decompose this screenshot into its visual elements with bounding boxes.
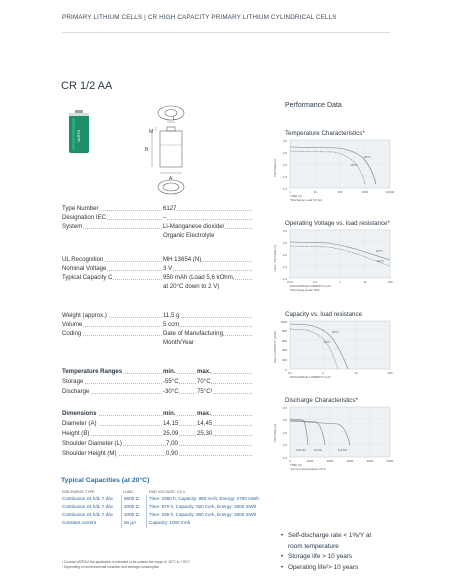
svg-text:CELL CAPACITY (mAh): CELL CAPACITY (mAh) (273, 331, 277, 363)
temperature-characteristics-chart (268, 138, 398, 202)
svg-text:5000: 5000 (386, 459, 394, 463)
svg-text:100: 100 (337, 190, 343, 194)
chart-title: Temperature Characteristics* (285, 130, 365, 137)
svg-text:VARTA: VARTA (76, 129, 81, 143)
svg-text:2,0: 2,0 (282, 443, 287, 447)
svg-text:0: 0 (289, 459, 291, 463)
svg-text:10000: 10000 (385, 190, 395, 194)
svg-text:DISCHARGE CURRENT (mA): DISCHARGE CURRENT (mA) (290, 375, 331, 379)
svg-text:1,0: 1,0 (282, 277, 287, 281)
product-title: CR 1/2 AA (61, 80, 113, 92)
typ-load: 5600 Ω (124, 496, 139, 501)
svg-text:2,5: 2,5 (282, 241, 287, 245)
typ-type: Continuous 24 h/d, 7 d/w (62, 512, 113, 517)
header-divider (62, 32, 390, 33)
chart-title: Operating Voltage vs. load resistance* (285, 220, 390, 227)
svg-text:1,5: 1,5 (282, 265, 287, 269)
svg-text:TIME (h): TIME (h) (290, 194, 302, 198)
svg-text:100: 100 (387, 280, 393, 284)
svg-text:VOLTAGE (V): VOLTAGE (V) (273, 423, 277, 443)
typ-load: 50 µA (124, 520, 137, 525)
typ-load: 1000 Ω (124, 512, 139, 517)
typ-result: Time: 670 h, Capacity: 920 mAh, Energy: 2600 mWh (149, 504, 257, 509)
col-discharge-type: DISCHARGE TYPE (62, 490, 95, 494)
svg-text:0,01: 0,01 (287, 280, 293, 284)
dim-row: Shoulder Height (M) 0,90 (62, 450, 252, 459)
svg-text:*at room temperature 23°C: *at room temperature 23°C (290, 467, 326, 471)
svg-text:*Discharge Load 5,6 kΩ: *Discharge Load 5,6 kΩ (290, 198, 322, 202)
col-end-voltage: END VOLTAGE: 2,0 V (149, 490, 186, 494)
spec-row: Nominal Voltage 3 V (62, 265, 252, 274)
typ-result: Time: 1860 h, Capacity: 950 mAh, Energy: 2700 mWh (149, 496, 259, 501)
typ-result: Time: 335 h, Capacity: 900 mAh, Energy: 2600 mWh (149, 512, 257, 517)
spec-row: Volume 5 ccm (62, 321, 252, 330)
spec-row: UL Recognition MH 13654 (N) (62, 256, 252, 265)
svg-text:-20°C: -20°C (376, 259, 384, 263)
svg-text:3,0: 3,0 (282, 418, 287, 422)
col-divider (146, 495, 147, 528)
svg-text:10 kΩ: 10 kΩ (314, 448, 322, 452)
svg-text:2,0: 2,0 (282, 253, 287, 257)
operating-voltage-chart (268, 228, 398, 300)
spec-row: Designation IEC – (62, 214, 252, 223)
svg-text:3,0: 3,0 (282, 229, 287, 233)
svg-text:1000: 1000 (306, 459, 314, 463)
svg-text:*Discharge depth 50%: *Discharge depth 50% (290, 288, 320, 292)
svg-text:2000: 2000 (326, 459, 334, 463)
feature-list (281, 531, 371, 573)
spec-row: Type Number 6127 (62, 205, 252, 214)
temp-head: Temperature Ranges min. max. (62, 368, 252, 377)
footnote: ² Depending on environmental condition and average consumption (62, 565, 160, 569)
feature-item: • Storage life > 10 years (281, 552, 371, 563)
svg-text:600: 600 (281, 339, 287, 343)
spec-row-cont: Organic Electrolyte (163, 232, 215, 239)
discharge-characteristics-chart (268, 405, 398, 479)
svg-text:1: 1 (339, 280, 341, 284)
svg-text:1,5: 1,5 (282, 456, 287, 460)
svg-text:VOLTAGE (V): VOLTAGE (V) (273, 158, 277, 178)
svg-text:5,6 kΩ: 5,6 kΩ (338, 448, 347, 452)
svg-text:1000: 1000 (361, 190, 369, 194)
svg-text:2,5: 2,5 (282, 431, 287, 435)
typ-type: Continuous 24 h/d, 7 d/w (62, 496, 113, 501)
svg-text:0: 0 (285, 368, 287, 372)
dim-row: Shoulder Diameter (L) 7,00 (62, 440, 252, 449)
svg-text:1,0: 1,0 (282, 187, 287, 191)
typ-type: Continuous 24 h/d, 7 d/w (62, 504, 113, 509)
breadcrumb: PRIMARY LITHIUM CELLS | CR HIGH CAPACITY PRIMARY LITHIUM CYLINDRICAL CELLS (62, 14, 337, 21)
svg-text:4000: 4000 (366, 459, 374, 463)
svg-text:1: 1 (322, 371, 324, 375)
col-load: LOAD (123, 490, 134, 494)
svg-text:1: 1 (289, 190, 291, 194)
dim-row: Diameter (A) 14,15 14,45 (62, 420, 252, 429)
performance-title: Performance Data (285, 102, 342, 109)
svg-text:2,0: 2,0 (282, 163, 287, 167)
svg-text:400: 400 (281, 348, 287, 352)
footnote: ¹ Contact VARTA if the application is intended to be outside the range of -30°C to +75°C (62, 560, 190, 564)
dimension-drawing (138, 105, 204, 195)
svg-text:-20°C: -20°C (323, 340, 331, 344)
temp-row-discharge: Discharge -30°C 75°C¹ (62, 388, 252, 397)
svg-text:3,0: 3,0 (282, 139, 287, 143)
typ-result: Capacity: 1000 mAh (149, 520, 191, 525)
battery-image (68, 110, 90, 154)
drawing-label-a: A (169, 176, 173, 182)
svg-text:3,5: 3,5 (282, 406, 287, 410)
svg-text:-20°C: -20°C (350, 163, 358, 167)
svg-text:100 kΩ: 100 kΩ (296, 448, 306, 452)
svg-text:10: 10 (313, 190, 317, 194)
typ-type: Constant current (62, 520, 96, 525)
dim-head: Dimensions min. max. (62, 410, 252, 419)
svg-text:2,5: 2,5 (282, 151, 287, 155)
col-divider (121, 495, 122, 528)
chart-title: Discharge Characteristics* (285, 397, 358, 404)
feature-item-cont: room temperature (288, 542, 339, 550)
chart-title: Capacity vs. load resistance (285, 311, 363, 318)
temp-row-storage: Storage -55°C 70°C (62, 378, 252, 387)
spec-row: Typical Capacity C 950 mAh (Load 5,6 kOhm, (62, 274, 252, 283)
feature-item: • Self-discharge rate < 1%/Y at (281, 531, 371, 542)
svg-text:1,5: 1,5 (282, 175, 287, 179)
svg-text:20°C: 20°C (376, 249, 383, 253)
spec-row-cont: Month/Year (163, 339, 194, 346)
svg-text:3000: 3000 (346, 459, 354, 463)
capacity-chart (268, 319, 398, 383)
drawing-label-l: L (173, 116, 176, 122)
typical-capacities-title: Typical Capacities (at 20°C) (61, 477, 150, 484)
svg-text:100: 100 (387, 371, 393, 375)
spec-row-cont: at 20°C down to 2 V) (163, 283, 220, 290)
spec-row: Weight (approx.) 11,5 g (62, 312, 252, 321)
svg-text:800: 800 (281, 329, 287, 333)
svg-text:1000: 1000 (280, 320, 287, 324)
svg-text:10: 10 (363, 280, 367, 284)
spec-row: Coding Date of Manufacturing (62, 330, 252, 339)
drawing-label-b: B (145, 147, 149, 153)
dim-row: Height (B) 25,09 25,30 (62, 430, 252, 439)
svg-text:DISCHARGE CURRENT (mA): DISCHARGE CURRENT (mA) (290, 284, 331, 288)
svg-text:CELL VOLTAGE (V): CELL VOLTAGE (V) (273, 244, 277, 272)
feature-item: • Operating life²> 10 years (281, 563, 371, 574)
svg-text:10: 10 (354, 371, 358, 375)
typ-load: 3000 Ω (124, 504, 139, 509)
svg-text:0,1: 0,1 (312, 280, 318, 284)
spec-row: System Li-Manganese dioxide/ (62, 223, 252, 232)
svg-text:20°C: 20°C (332, 330, 339, 334)
svg-text:20°C: 20°C (364, 155, 371, 159)
svg-text:TIME (h): TIME (h) (290, 463, 302, 467)
svg-text:0,1: 0,1 (287, 371, 293, 375)
svg-text:200: 200 (281, 358, 287, 362)
drawing-label-m: M (149, 129, 154, 135)
